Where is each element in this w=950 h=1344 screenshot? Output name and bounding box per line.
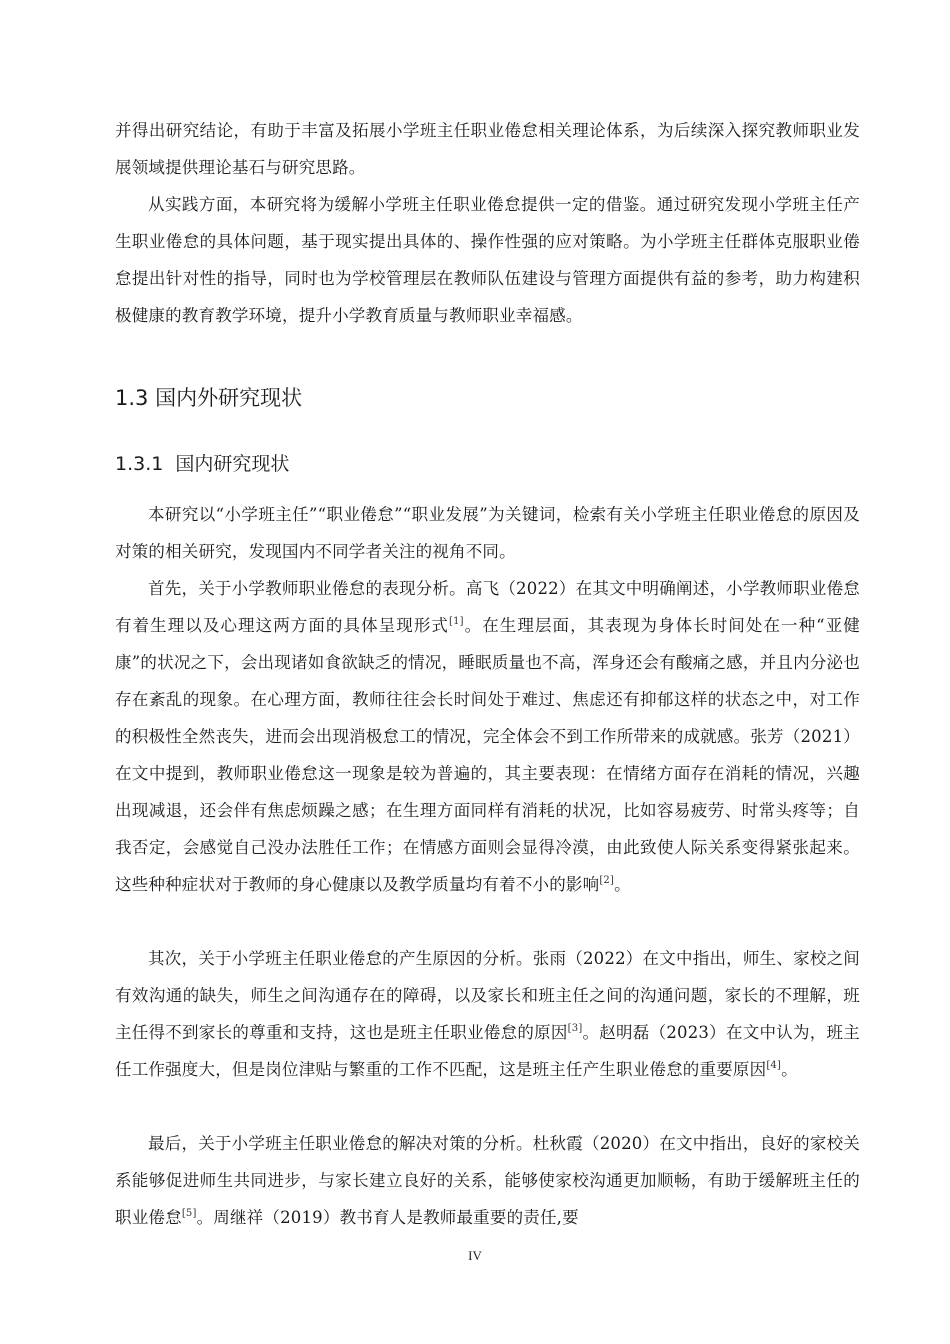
citation-ref-3[interactable]: [3]: [567, 1023, 583, 1034]
paragraph-intro: 本研究以“小学班主任”“职业倦怠”“职业发展”为关键词，检索有关小学班主任职业倦怠的原因及对策的相关研究，发现国内不同学者关注的视角不同。: [115, 505, 860, 561]
citation-ref-5[interactable]: [5]: [181, 1208, 197, 1219]
citation-ref-4[interactable]: [4]: [766, 1060, 782, 1071]
page-number: IV: [468, 1248, 482, 1263]
paragraph-text: 首先，关于小学教师职业倦怠的表现分析。高飞（2022）在其文中明确阐述，小学教师职业倦怠有着生理以及心理这两方面的具体呈现形式: [115, 579, 860, 635]
paragraph-research-conclusion: 并得出研究结论，有助于丰富及拓展小学班主任职业倦怠相关理论体系，为后续深入探究教师职业发展领域提供理论基石与研究思路。: [115, 121, 860, 177]
paragraph-text: 最后，关于小学班主任职业倦怠的解决对策的分析。杜秋霞（2020）在文中指出，良好的家校关系能够促进师生共同进步，与家长建立良好的关系，能够使家校沟通更加顺畅，有助于缓解班主任的职业倦怠: [115, 1134, 860, 1227]
paragraph-last-solutions: [115, 1125, 860, 1236]
section-number: 1.3.1: [115, 453, 164, 475]
paragraph-practice-significance: 从实践方面，本研究将为缓解小学班主任职业倦怠提供一定的借鉴。通过研究发现小学班主任产生职业倦怠的具体问题，基于现实提出具体的、操作性强的应对策略。为小学班主任群体克服职业倦怠提出针对性的指导，同时也为学校管理层在教师队伍建设与管理方面提供有益的参考，助力构建积极健康的教育教学环境，提升小学教育质量与教师职业幸福感。: [115, 195, 860, 325]
citation-ref-1[interactable]: [1]: [448, 616, 464, 627]
citation-ref-2[interactable]: [2]: [599, 875, 615, 886]
section-heading-1-3-1: [115, 450, 289, 478]
paragraph-text: 其次，关于小学班主任职业倦怠的产生原因的分析。张雨（2022）在文中指出，师生、家校之间有效沟通的缺失，师生之间沟通存在的障碍，以及家长和班主任之间的沟通问题，家长的不理解，班主任得不到家长的尊重和支持，这也是班主任职业倦怠的原因: [115, 949, 860, 1042]
paragraph-text: 。在生理层面，其表现为身体长时间处在一种“亚健康”的状况之下，会出现诸如食欲缺乏的情况，睡眠质量也不高，浑身还会有酸痛之感，并且内分泌也存在紊乱的现象。在心理方面，教师往往会长时间处于难过、焦虑还有抑郁这样的状态之中，对工作的积极性全然丧失，进而会出现消极怠工的情况，完全体会不到工作所带来的成就感。张芳（2021）在文中提到，教师职业倦怠这一现象是较为普遍的，其主要表现：在情绪方面存在消耗的情况，兴趣出现减退，还会伴有焦虑烦躁之感；在生理方面同样有消耗的状况，比如容易疲劳、时常头疼等；自我否定，会感觉自己没办法胜任工作；在情感方面则会显得冷漠，由此致使人际关系变得紧张起来。这些种种症状对于教师的身心健康以及教学质量均有着不小的影响: [115, 616, 860, 894]
paragraph-text: 。: [781, 1060, 798, 1079]
section-heading-1-3: 1.3 国内外研究现状: [115, 386, 303, 410]
paragraph-text: 。赵明磊（2023）在文中认为，班主任工作强度大，但是岗位津贴与繁重的工作不匹配，这是班主任产生职业倦怠的重要原因: [115, 1023, 861, 1079]
paragraph-first-manifestation: [115, 570, 860, 903]
section-title: 国内研究现状: [175, 453, 290, 475]
paragraph-text: 。周继祥（2019）教书育人是教师最重要的责任,要: [196, 1208, 579, 1227]
paragraph-text: 。: [614, 875, 631, 894]
paragraph-second-causes: [115, 940, 860, 1088]
